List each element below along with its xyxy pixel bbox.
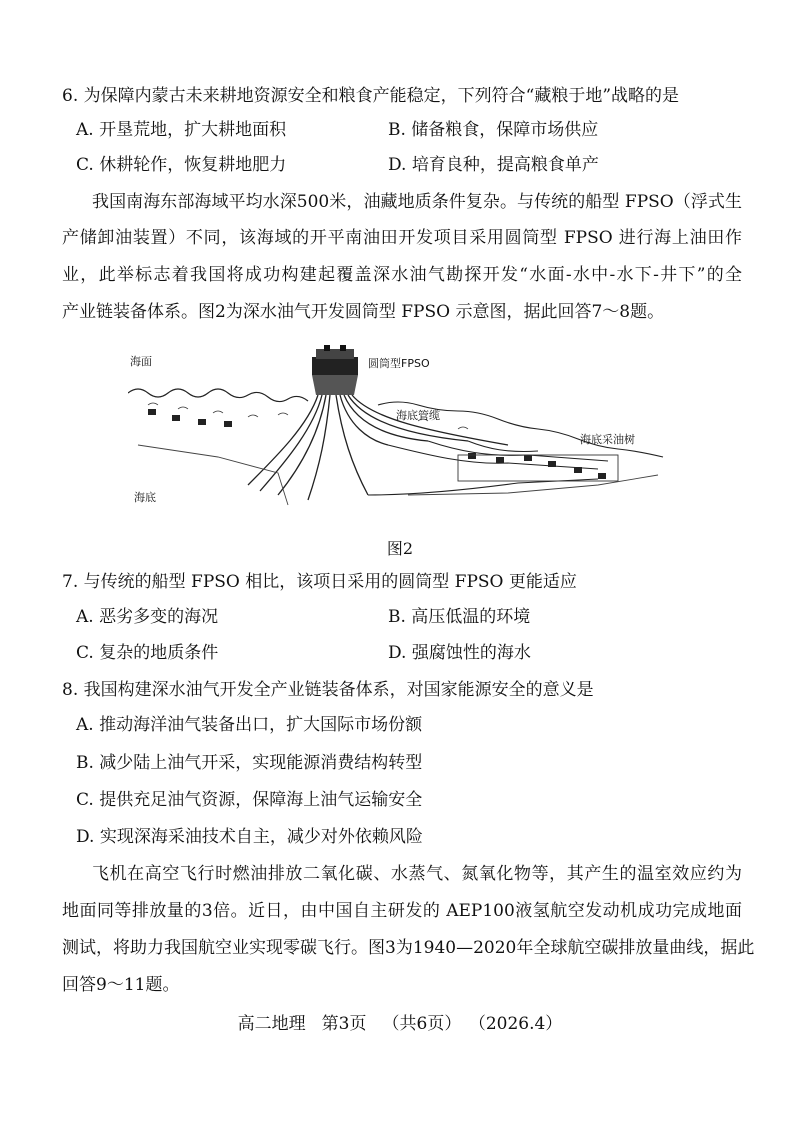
figure-2-caption: 图2 xyxy=(386,539,414,558)
question-6-option-b: B. 储备粮食，保障市场供应 xyxy=(388,120,599,140)
question-7-stem: 7. 与传统的船型 FPSO 相比，该项日采用的圆筒型 FPSO 更能适应 xyxy=(62,572,577,592)
footer-total: （共6页） xyxy=(382,1014,462,1034)
question-8-option-d: D. 实现深海采油技术自主，减少对外依赖风险 xyxy=(76,827,423,847)
question-7-option-b: B. 高压低温的环境 xyxy=(388,607,531,627)
passage-2-line-2: 地面同等排放量的3倍。近日，由中国自主研发的 AEP100液氢航空发动机成功完成地面 xyxy=(62,901,742,921)
passage-1-line-3: 业，此举标志着我国将成功构建起覆盖深水油气勘探开发“水面-水中-水下-井下”的全 xyxy=(62,265,742,285)
seabed-line xyxy=(138,445,658,505)
footer-page: 第3页 xyxy=(321,1014,367,1034)
page-footer xyxy=(0,1012,800,1036)
figure-2-fpso-diagram xyxy=(128,345,668,515)
question-8-option-b: B. 减少陆上油气开采，实现能源消费结构转型 xyxy=(76,753,423,773)
label-seabed-cable: 海底管缆 xyxy=(396,409,440,422)
passage-2-line-4: 回答9～11题。 xyxy=(62,975,180,995)
label-sea-surface: 海面 xyxy=(130,355,152,368)
footer-subject: 高二地理 xyxy=(237,1014,306,1034)
question-6-option-d: D. 培育良种，提高粮食单产 xyxy=(388,155,599,175)
sea-surface-line xyxy=(128,389,308,402)
question-7-option-a: A. 恶劣多变的海况 xyxy=(76,607,219,627)
question-7-option-d: D. 强腐蚀性的海水 xyxy=(388,643,531,663)
passage-1-line-2: 产储卸油装置）不同，该海域的开平南油田开发项目采用圆筒型 FPSO 进行海上油田作 xyxy=(62,228,742,248)
question-6-stem: 6. 为保障内蒙古未来耕地资源安全和粮食产能稳定，下列符合“藏粮于地”战略的是 xyxy=(62,86,680,106)
question-8-option-c: C. 提供充足油气资源，保障海上油气运输安全 xyxy=(76,790,423,810)
question-6-option-a: A. 开垦荒地，扩大耕地面积 xyxy=(76,120,287,140)
label-fpso: 圆筒型FPSO xyxy=(368,357,430,370)
question-8-stem: 8. 我国构建深水油气开发全产业链装备体系，对国家能源安全的意义是 xyxy=(62,680,594,700)
label-subsea-tree: 海底采油树 xyxy=(580,433,635,446)
question-7-option-c: C. 复杂的地质条件 xyxy=(76,643,219,663)
fpso-cylinder xyxy=(312,345,358,395)
question-8-option-a: A. 推动海洋油气装备出口，扩大国际市场份额 xyxy=(76,715,423,735)
passage-1-line-1: 我国南海东部海域平均水深500米，油藏地质条件复杂。与传统的船型 FPSO（浮式生 xyxy=(92,192,742,212)
label-seabed: 海底 xyxy=(134,491,156,504)
manifold-frame xyxy=(458,455,618,481)
passage-2-line-1: 飞机在高空飞行时燃油排放二氧化碳、水蒸气、氮氧化物等，其产生的温室效应约为 xyxy=(92,864,742,884)
passage-1-line-4: 产业链装备体系。图2为深水油气开发圆筒型 FPSO 示意图，据此回答7～8题。 xyxy=(62,302,665,322)
riser-lines xyxy=(248,395,508,500)
question-6-option-c: C. 休耕轮作，恢复耕地肥力 xyxy=(76,155,287,175)
passage-2-line-3: 测试，将助力我国航空业实现零碳飞行。图3为1940—2020年全球航空碳排放量曲线，据此 xyxy=(62,938,755,958)
footer-date: （2026.4） xyxy=(477,1014,563,1034)
